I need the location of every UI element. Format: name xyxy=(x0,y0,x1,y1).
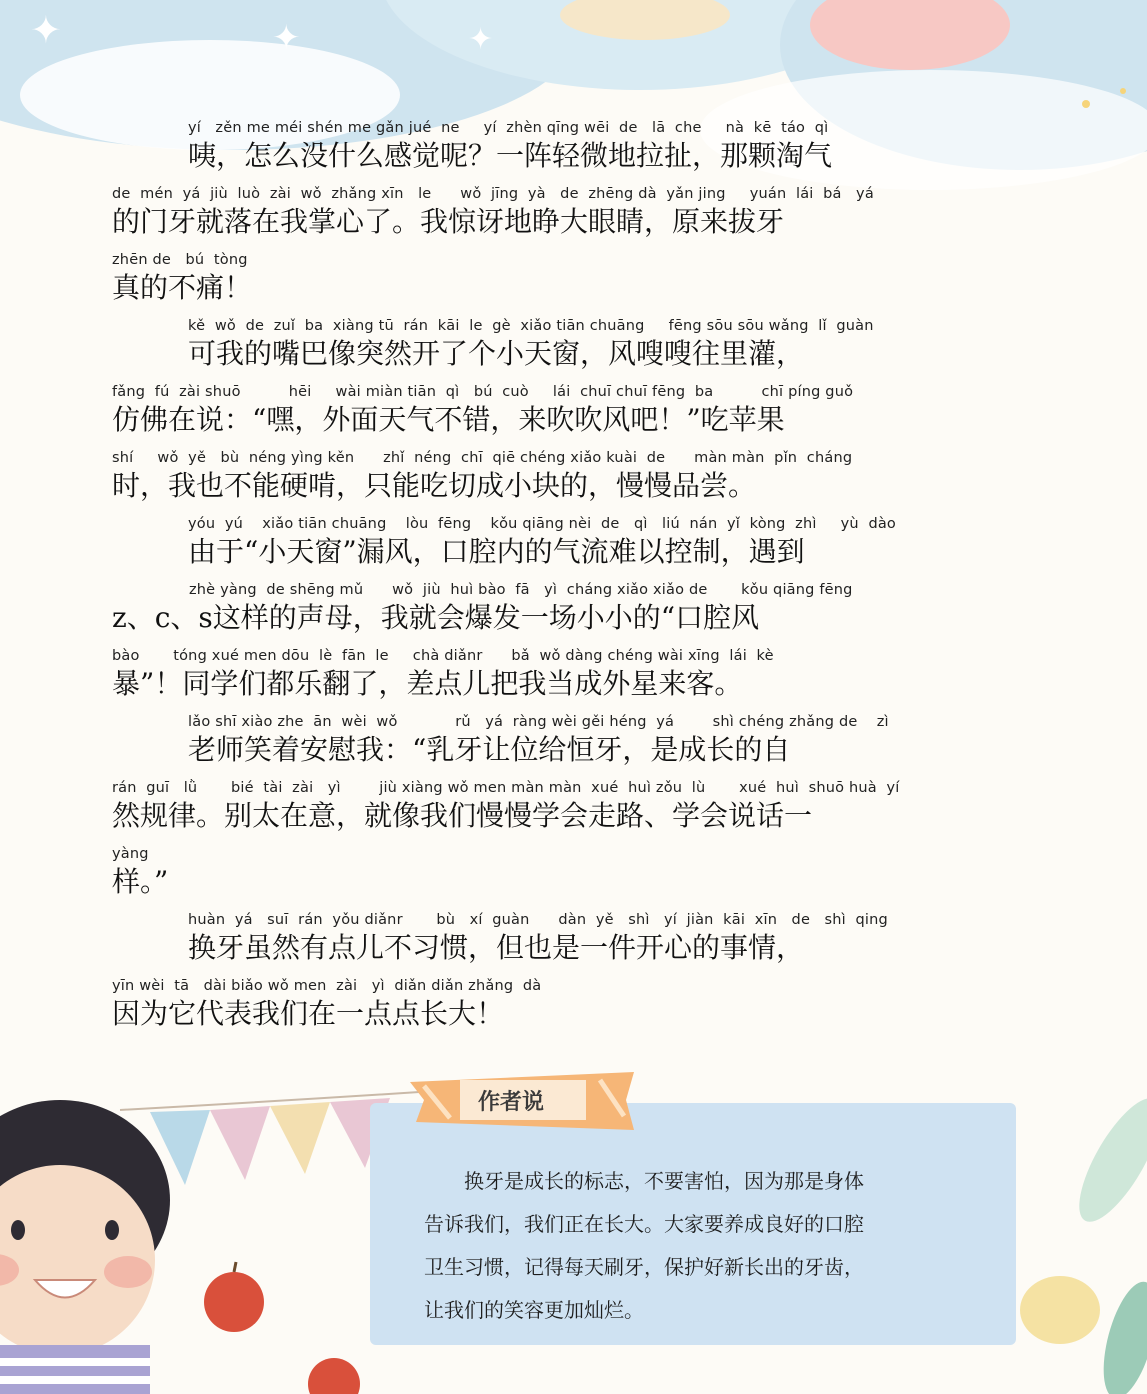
hanzi-line: 咦，怎么没什么感觉呢？一阵轻微地拉扯，那颗淘气 xyxy=(188,139,833,172)
story-line xyxy=(112,438,1047,504)
sparkle-icon: ✦ xyxy=(30,8,62,52)
pinyin-line: zhè yàng de shēng mǔ wǒ jiù huì bào fā yì cháng xiǎo xiǎo de kǒu qiāng fēng xyxy=(112,582,853,598)
note-line: 卫生习惯，记得每天刷牙，保护好新长出的牙齿， xyxy=(424,1255,864,1279)
pinyin-line: zhēn de bú tòng xyxy=(112,252,248,268)
story-line xyxy=(112,108,1047,174)
story-line xyxy=(112,372,1047,438)
pinyin-line: lǎo shī xiào zhe ān wèi wǒ rǔ yá ràng wèi gěi héng yá shì chéng zhǎng de zì xyxy=(188,714,889,730)
story-line xyxy=(112,768,1047,834)
story-line xyxy=(112,570,1047,636)
hanzi-line: 可我的嘴巴像突然开了个小天窗，风嗖嗖往里灌， xyxy=(188,337,805,370)
hanzi-line: 因为它代表我们在一点点长大！ xyxy=(112,997,505,1030)
story-line xyxy=(112,702,1047,768)
star-dot xyxy=(1120,88,1126,94)
story-text xyxy=(112,108,1047,1032)
story-line xyxy=(112,306,1047,372)
story-line xyxy=(112,504,1047,570)
hanzi-line: 暴”！同学们都乐翻了，差点儿把我当成外星来客。 xyxy=(112,667,743,700)
pinyin-line: yóu yú xiǎo tiān chuāng lòu fēng kǒu qiāng nèi de qì liú nán yǐ kòng zhì yù dào xyxy=(188,516,896,532)
hanzi-line: 仿佛在说：“嘿，外面天气不错，来吹吹风吧！”吃苹果 xyxy=(112,403,785,436)
child-shirt xyxy=(0,1345,150,1394)
hanzi-line: 老师笑着安慰我：“乳牙让位给恒牙，是成长的自 xyxy=(188,733,791,766)
hanzi-line: 由于“小天窗”漏风，口腔内的气流难以控制，遇到 xyxy=(188,535,805,568)
pinyin-line: huàn yá suī rán yǒu diǎnr bù xí guàn dàn yě shì yí jiàn kāi xīn de shì qing xyxy=(188,912,888,928)
story-line xyxy=(112,240,1047,306)
author-tag-label: 作者说 xyxy=(478,1090,545,1115)
pinyin-line: fǎng fú zài shuō hēi wài miàn tiān qì bú cuò lái chuī chuī fēng ba chī píng guǒ xyxy=(112,384,854,400)
pinyin-line: yīn wèi tā dài biǎo wǒ men zài yì diǎn diǎn zhǎng dà xyxy=(112,978,542,994)
hanzi-line: 换牙虽然有点儿不习惯，但也是一件开心的事情， xyxy=(188,931,805,964)
story-line xyxy=(112,174,1047,240)
story-line xyxy=(112,636,1047,702)
author-note-text xyxy=(424,1160,984,1332)
hanzi-line: 样。” xyxy=(112,865,169,898)
hanzi-line: 时，我也不能硬啃，只能吃切成小块的，慢慢品尝。 xyxy=(112,469,757,502)
pinyin-line: shí wǒ yě bù néng yìng kěn zhǐ néng chī qiē chéng xiǎo kuài de màn màn pǐn cháng xyxy=(112,450,853,466)
bunting-flag xyxy=(270,1102,330,1174)
story-line xyxy=(112,834,1047,900)
hanzi-line: 然规律。别太在意，就像我们慢慢学会走路、学会说话一 xyxy=(112,799,813,832)
sparkle-icon: ✦ xyxy=(272,18,301,58)
hanzi-line: z、c、s这样的声母，我就会爆发一场小小的“口腔风 xyxy=(112,601,760,634)
apple xyxy=(308,1358,360,1394)
note-line: 让我们的笑容更加灿烂。 xyxy=(424,1298,644,1322)
star-dot xyxy=(1082,100,1090,108)
bunting-flag xyxy=(210,1106,270,1180)
sparkle-icon: ✦ xyxy=(468,22,494,57)
note-line: 告诉我们，我们正在长大。大家要养成良好的口腔 xyxy=(424,1212,864,1236)
story-line xyxy=(112,966,1047,1032)
note-line: 换牙是成长的标志，不要害怕，因为那是身体 xyxy=(424,1169,864,1193)
pinyin-line: kě wǒ de zuǐ ba xiàng tū rán kāi le gè xiǎo tiān chuāng fēng sōu sōu wǎng lǐ guàn xyxy=(188,318,874,334)
pinyin-line: bào tóng xué men dōu lè fān le chà diǎnr bǎ wǒ dàng chéng wài xīng lái kè xyxy=(112,648,774,664)
apple xyxy=(204,1272,264,1332)
hanzi-line: 真的不痛！ xyxy=(112,271,253,304)
pinyin-line: yí zěn me méi shén me gǎn jué ne yí zhèn qīng wēi de lā che nà kē táo qì xyxy=(188,120,829,136)
pinyin-line: rán guī lǜ bié tài zài yì jiù xiàng wǒ men màn màn xué huì zǒu lù xué huì shuō huà yí xyxy=(112,780,900,796)
pinyin-line: de mén yá jiù luò zài wǒ zhǎng xīn le wǒ jīng yà de zhēng dà yǎn jing yuán lái bá yá xyxy=(112,186,874,202)
hanzi-line: 的门牙就落在我掌心了。我惊讶地睁大眼睛，原来拔牙 xyxy=(112,205,785,238)
pinyin-line: yàng xyxy=(112,846,149,862)
story-line xyxy=(112,900,1047,966)
